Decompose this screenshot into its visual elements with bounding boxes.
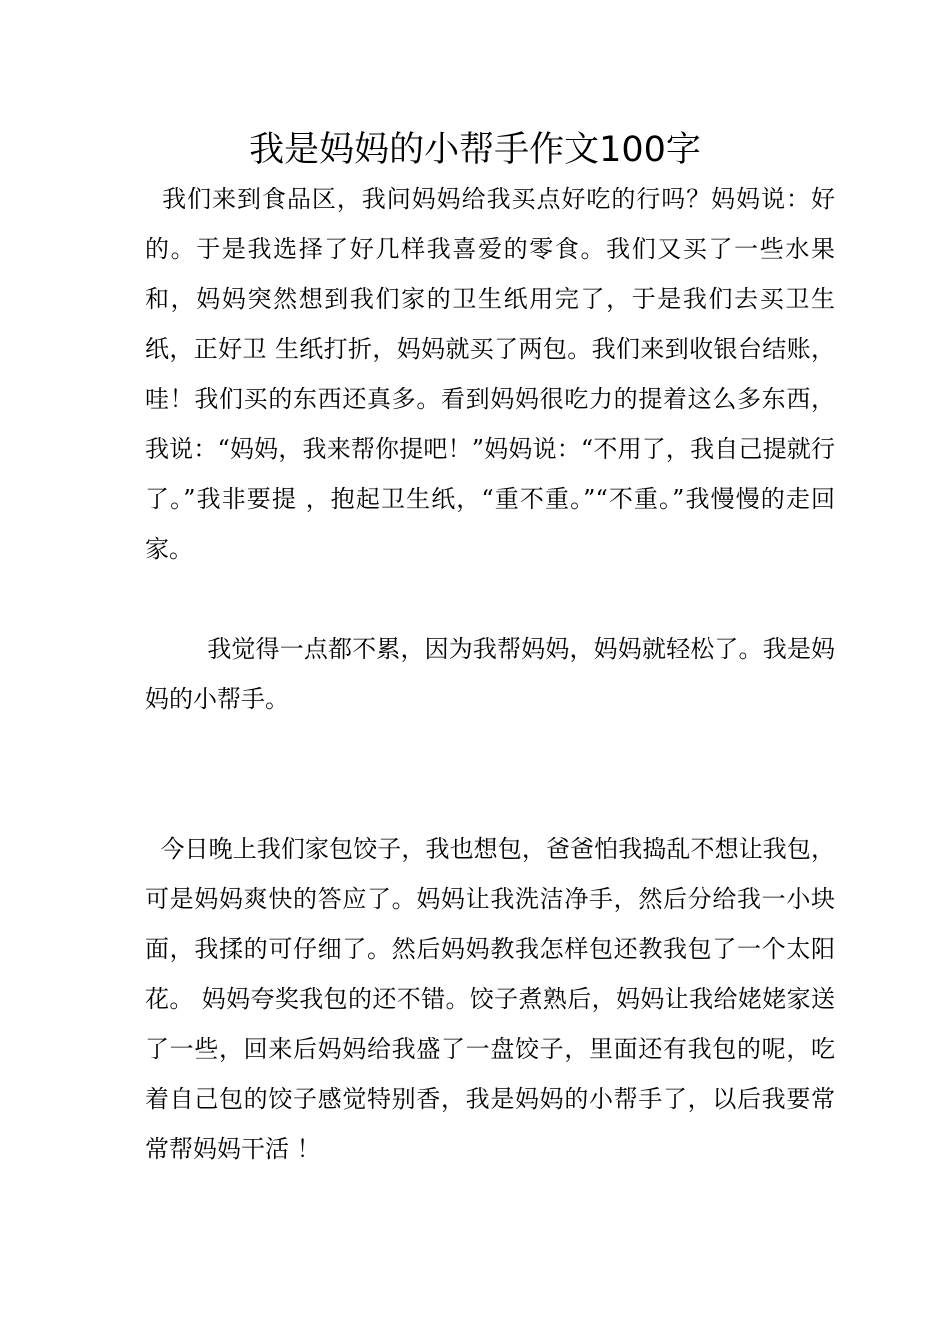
paragraph-supermarket: 我们来到食品区，我问妈妈给我买点好吃的行吗？妈妈说：好的。于是我选择了好几样我喜爱的零食。我们又买了一些水果和，妈妈突然想到我们家的卫生纸用完了，于是我们去买卫生纸，正好卫 生纸打折，妈妈就买了两包。我们来到收银台结账，哇！我们买的东西还真多。看到妈妈很吃力的提着这么多东西，我说：“妈妈，我来帮你提吧！”妈妈说：“不用了，我自己提就行了。”我非要提 ，抱起卫生纸，“重不重。”“不重。”我慢慢的走回家。 (145, 185, 835, 563)
document-title: 我是妈妈的小帮手作文100字 (249, 130, 701, 170)
paragraph-conclusion: 我觉得一点都不累，因为我帮妈妈，妈妈就轻松了。我是妈妈的小帮手。 (145, 635, 836, 713)
paragraph-dumplings: 今日晚上我们家包饺子，我也想包，爸爸怕我捣乱不想让我包，可是妈妈爽快的答应了。妈妈让我洗洁净手，然后分给我一小块面，我揉的可仔细了。然后妈妈教我怎样包还教我包了一个太阳花。 妈妈夸奖我包的还不错。饺子煮熟后，妈妈让我给姥姥家送了一些，回来后妈妈给我盛了一盘饺子，里面还有我包的呢，吃着自己包的饺子感觉特别香，我是妈妈的小帮手了，以后我要常常帮妈妈干活 ！ (145, 835, 835, 1163)
